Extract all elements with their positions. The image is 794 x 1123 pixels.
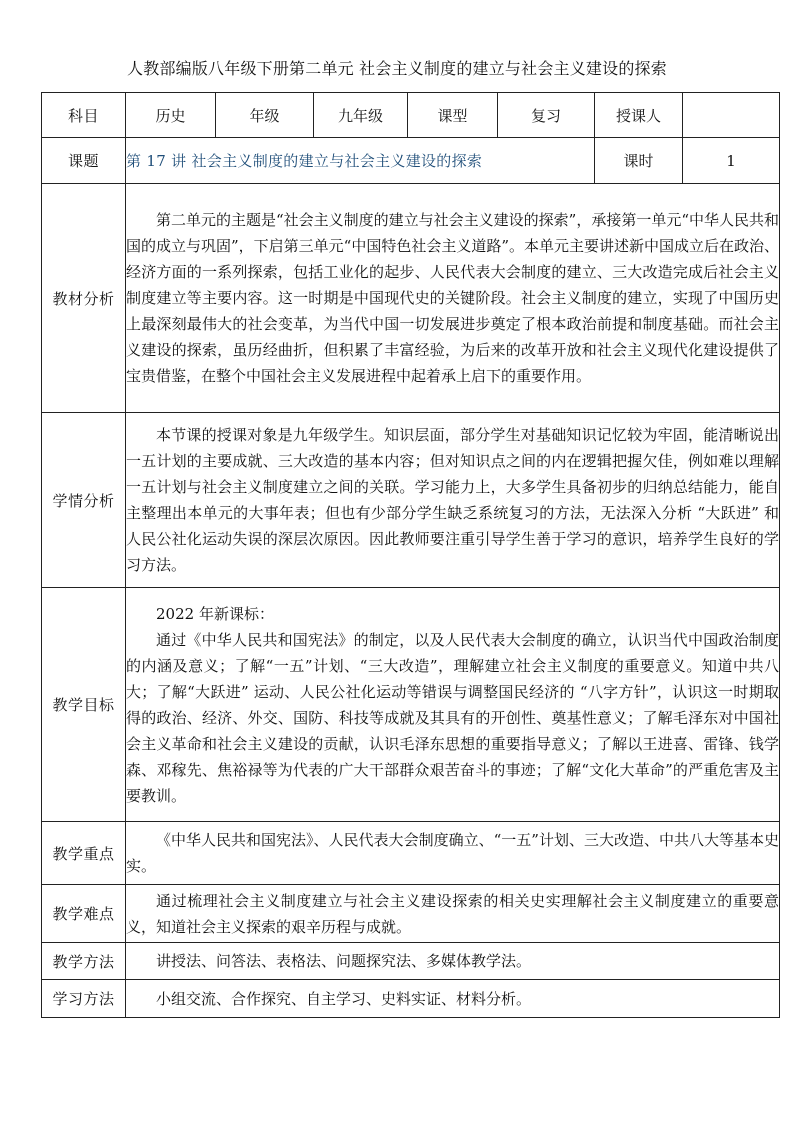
type-value: 复习	[498, 93, 595, 138]
key-points-row	[42, 822, 780, 885]
teaching-methods-row	[42, 943, 780, 980]
student-analysis-label: 学情分析	[42, 413, 126, 588]
subject-value: 历史	[126, 93, 216, 138]
textbook-analysis-row	[42, 184, 780, 413]
student-analysis-text: 本节课的授课对象是九年级学生。知识层面，部分学生对基础知识记忆较为牢固，能清晰说出一五计划的主要成就、三大改造的基本内容；但对知识点之间的内在逻辑把握欠佳，例如难以理解一五计划与社会主义制度建立之间的关联。学习能力上，大多学生具备初步的归纳总结能力，能自主整理出本单元的大事年表；但也有少部分学生缺乏系统复习的方法，无法深入分析 “大跃进” 和人民公社化运动失误的深层次原因。因此教师要注重引导学生善于学习的意识，培养学生良好的学习方法。	[126, 426, 779, 574]
hours-value: 1	[683, 138, 780, 184]
difficulties-text: 通过梳理社会主义制度建立与社会主义建设探索的相关史实理解社会主义制度建立的重要意义，知道社会主义探索的艰辛历程与成就。	[126, 891, 779, 936]
lesson-plan-table	[41, 92, 780, 1018]
header-row	[42, 93, 780, 138]
difficulties-label: 教学难点	[42, 885, 126, 943]
textbook-analysis-text: 第二单元的主题是“社会主义制度的建立与社会主义建设的探索”，承接第一单元“中华人民共和国的成立与巩固”，下启第三单元“中国特色社会主义道路”。本单元主要讲述新中国成立后在政治、经济方面的一系列探索，包括工业化的起步、人民代表大会制度的建立、三大改造完成后社会主义制度建立等主要内容。这一时期是中国现代史的关键阶段。社会主义制度的建立，实现了中国历史上最深刻最伟大的社会变革，为当代中国一切发展进步奠定了根本政治前提和制度基础。而社会主义建设的探索，虽历经曲折，但积累了丰富经验，为后来的改革开放和社会主义现代化建设提供了宝贵借鉴，在整个中国社会主义发展进程中起着承上启下的重要作用。	[126, 211, 780, 385]
teaching-goals-cell	[126, 588, 780, 822]
learning-methods-cell	[126, 980, 780, 1018]
textbook-analysis-label: 教材分析	[42, 184, 126, 413]
key-points-label: 教学重点	[42, 822, 126, 885]
teaching-methods-text: 讲授法、问答法、表格法、问题探究法、多媒体教学法。	[156, 952, 532, 970]
teacher-value	[683, 93, 780, 138]
topic-row	[42, 138, 780, 184]
difficulties-row	[42, 885, 780, 943]
textbook-analysis-cell	[126, 184, 780, 413]
key-points-cell	[126, 822, 780, 885]
grade-label: 年级	[216, 93, 314, 138]
teaching-goals-label: 教学目标	[42, 588, 126, 822]
student-analysis-row	[42, 413, 780, 588]
learning-methods-row	[42, 980, 780, 1018]
curriculum-standard-label: 2022 年新课标：	[156, 604, 274, 623]
learning-methods-text: 小组交流、合作探究、自主学习、史料实证、材料分析。	[156, 989, 532, 1008]
key-points-text: 《中华人民共和国宪法》、人民代表大会制度确立、“一五”计划、三大改造、中共八大等基本史实。	[126, 831, 779, 875]
teaching-methods-cell	[126, 943, 780, 980]
teaching-methods-label: 教学方法	[42, 943, 126, 980]
teacher-label: 授课人	[595, 93, 683, 138]
difficulties-cell	[126, 885, 780, 943]
topic-label: 课题	[42, 138, 126, 184]
topic-value: 第 17 讲 社会主义制度的建立与社会主义建设的探索	[126, 138, 595, 184]
document-title: 人教部编版八年级下册第二单元 社会主义制度的建立与社会主义建设的探索	[127, 59, 667, 78]
student-analysis-cell	[126, 413, 780, 588]
teaching-goals-text: 通过《中华人民共和国宪法》的制定，以及人民代表大会制度的确立，认识当代中国政治制度的内涵及意义；了解“一五”计划、“三大改造”，理解建立社会主义制度的重要意义。知道中共八大；了解“大跃进” 运动、人民公社化运动等错误与调整国民经济的 “八字方针”，认识这一时期取得的政治、经济、外交、国防、科技等成就及其具有的开创性、奠基性意义；了解毛泽东对中国社会主义革命和社会主义建设的贡献，认识毛泽东思想的重要指导意义；了解以王进喜、雷锋、钱学森、邓稼先、焦裕禄等为代表的广大干部群众艰苦奋斗的事迹；了解“文化大革命”的严重危害及主要教训。	[126, 630, 779, 805]
subject-label: 科目	[42, 93, 126, 138]
grade-value: 九年级	[314, 93, 408, 138]
learning-methods-label: 学习方法	[42, 980, 126, 1018]
teaching-goals-row	[42, 588, 780, 822]
type-label: 课型	[408, 93, 498, 138]
hours-label: 课时	[595, 138, 683, 184]
